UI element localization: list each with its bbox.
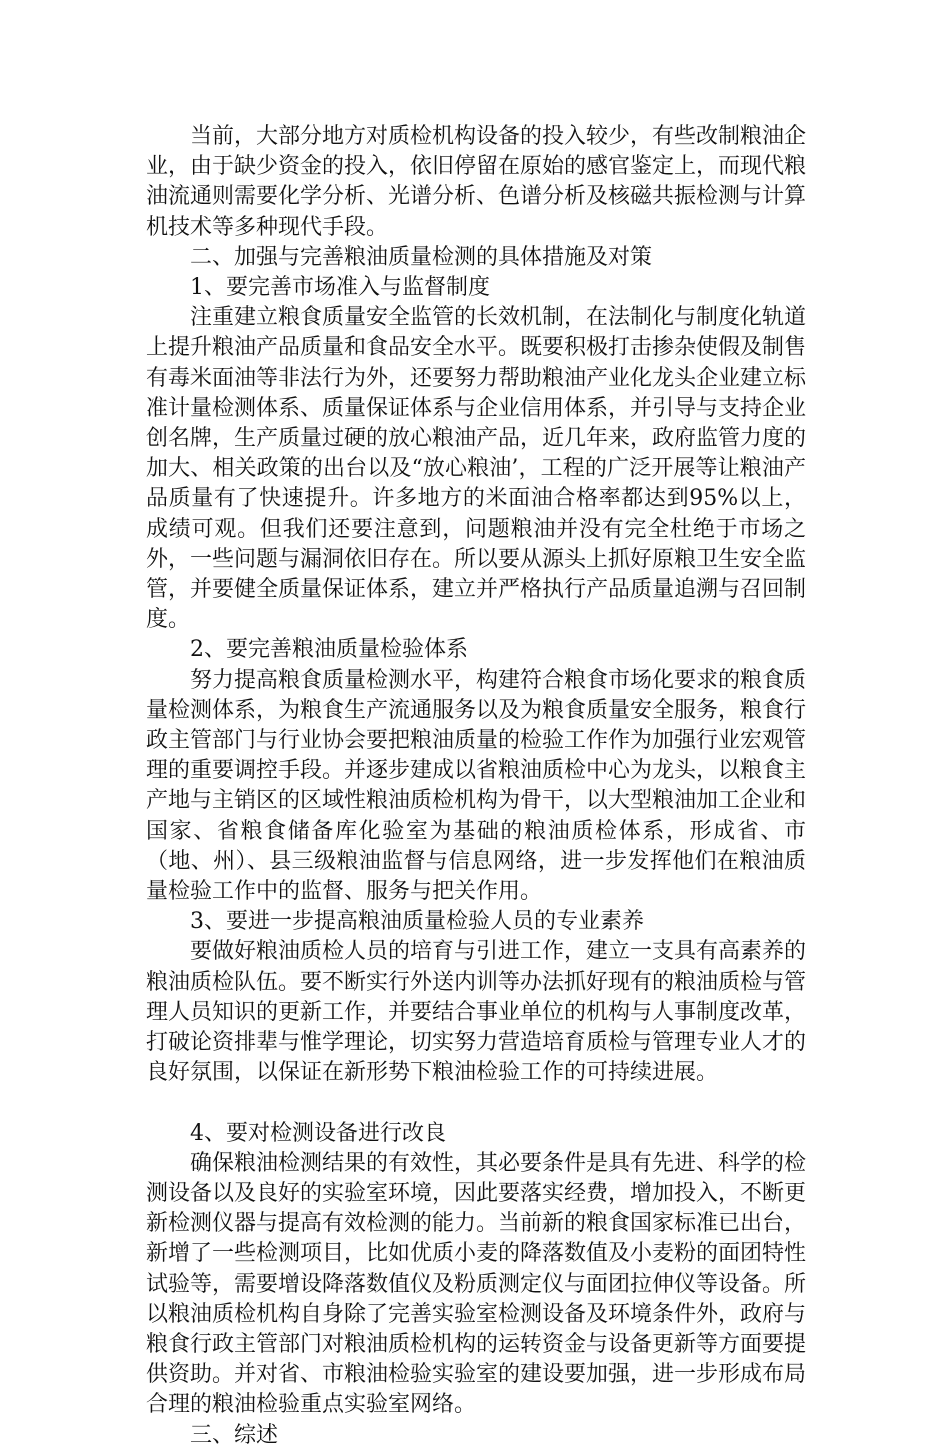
subheading-2: 2、要完善粮油质量检验体系 [190, 637, 468, 663]
subheading-1: 1、要完善市场准入与监督制度 [190, 275, 490, 301]
document-body [146, 122, 806, 1451]
section-heading-2: 二、加强与完善粮油质量检测的具体措施及对策 [190, 244, 653, 270]
paragraph-intro: 当前，大部分地方对质检机构设备的投入较少，有些改制粮油企业，由于缺少资金的投入，依旧停留在原始的感官鉴定上，而现代粮油流通则需要化学分析、光谱分析、色谱分析及核磁共振检测与计算机技术等多种现代手段。 [146, 124, 807, 240]
paragraph-market-supervision: 注重建立粮食质量安全监管的长效机制，在法制化与制度化轨道上提升粮油产品质量和食品安全水平。既要积极打击掺杂使假及制售有毒米面油等非法行为外，还要努力帮助粮油产业化龙头企业建立标准计量检测体系、质量保证体系与企业信用体系，并引导与支持企业创名牌，生产质量过硬的放心粮油产品，近几年来，政府监管力度的加大、相关政策的出台以及“放心粮油’，工程的广泛开展等让粮油产品质量有了快速提升。许多地方的米面油合格率都达到95%以上，成绩可观。但我们还要注意到，问题粮油并没有完全杜绝于市场之外，一些问题与漏洞依旧存在。所以要从源头上抓好原粮卫生安全监管，并要健全质量保证体系，建立并严格执行产品质量追溯与召回制度。 [146, 305, 807, 633]
paragraph-inspection-system: 努力提高粮食质量检测水平，构建符合粮食市场化要求的粮食质量检测体系，为粮食生产流通服务以及为粮食质量安全服务，粮食行政主管部门与行业协会要把粮油质量的检验工作作为加强行业宏观管理的重要调控手段。并逐步建成以省粮油质检中心为龙头，以粮食主产地与主销区的区域性粮油质检机构为骨干，以大型粮油加工企业和国家、省粮食储备库化验室为基础的粮油质检体系，形成省、市（地、州）、县三级粮油监督与信息网络，进一步发挥他们在粮油质量检验工作中的监督、服务与把关作用。 [146, 667, 807, 905]
subheading-3: 3、要进一步提高粮油质量检验人员的专业素养 [190, 909, 644, 935]
section-heading-3: 三、综述 [190, 1422, 279, 1448]
blank-line [146, 1089, 806, 1119]
paragraph-staff-quality: 要做好粮油质检人员的培育与引进工作，建立一支具有高素养的粮油质检队伍。要不断实行外送内训等办法抓好现有的粮油质检与管理人员知识的更新工作，并要结合事业单位的机构与人事制度改革，打破论资排辈与惟学理论，切实努力营造培育质检与管理专业人才的良好氛围，以保证在新形势下粮油检验工作的可持续进展。 [146, 939, 807, 1086]
subheading-4: 4、要对检测设备进行改良 [190, 1120, 446, 1146]
paragraph-equipment: 确保粮油检测结果的有效性，其必要条件是具有先进、科学的检测设备以及良好的实验室环境，因此要落实经费，增加投入，不断更新检测仪器与提高有效检测的能力。当前新的粮食国家标准已出台，新增了一些检测项目，比如优质小麦的降落数值及小麦粉的面团特性试验等，需要增设降落数值仪及粉质测定仪与面团拉伸仪等设备。所以粮油质检机构自身除了完善实验室检测设备及环境条件外，政府与粮食行政主管部门对粮油质检机构的运转资金与设备更新等方面要提供资助。并对省、市粮油检验实验室的建设要加强，进一步形成布局合理的粮油检验重点实验室网络。 [146, 1150, 807, 1418]
